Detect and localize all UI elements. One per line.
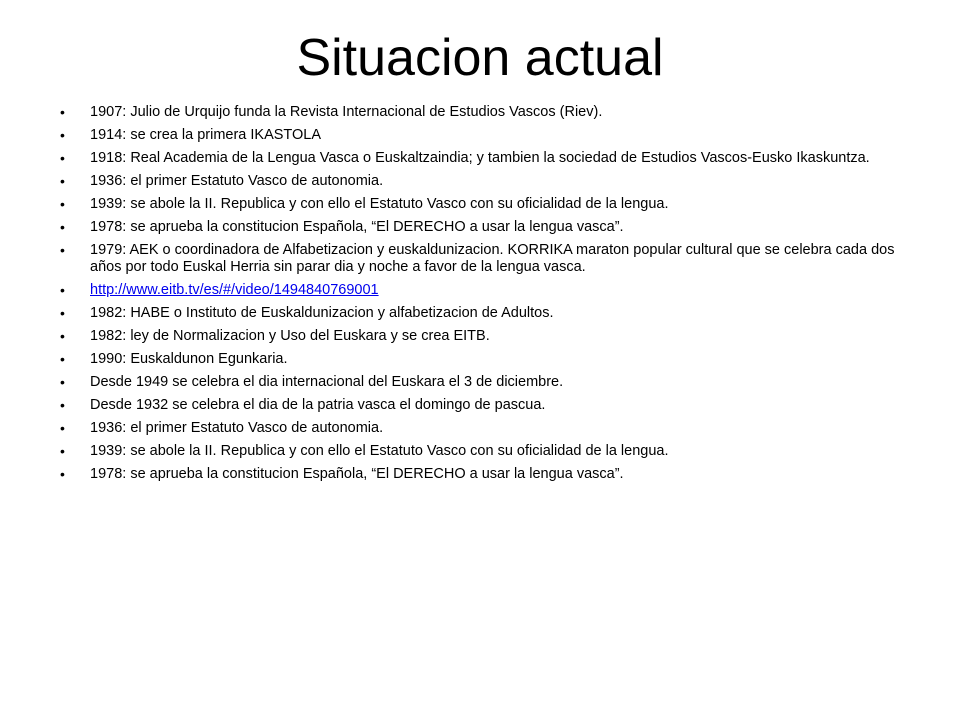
bullet-icon: • xyxy=(60,305,65,321)
bullet-text: Desde 1932 se celebra el dia de la patria vasca el domingo de pascua. xyxy=(90,397,546,413)
bullet-icon: • xyxy=(60,282,65,298)
bullet-icon: • xyxy=(60,173,65,189)
bullet-icon: • xyxy=(60,242,65,258)
bullet-icon: • xyxy=(60,420,65,436)
bullet-icon: • xyxy=(60,397,65,413)
bullet-icon: • xyxy=(60,443,65,459)
bullet-icon: • xyxy=(60,127,65,143)
list-item xyxy=(60,173,910,190)
list-item xyxy=(60,150,910,167)
bullet-text: 1979: AEK o coordinadora de Alfabetizacion y euskaldunizacion. KORRIKA maraton popular cultural que se celebra cada dos años por todo Euskal Herria sin parar dia y noche a favor de la lengua vasca. xyxy=(90,242,895,275)
bullet-text: 1990: Euskaldunon Egunkaria. xyxy=(90,351,288,367)
bullet-text: 1939: se abole la II. Republica y con ello el Estatuto Vasco con su oficialidad de la lengua. xyxy=(90,443,669,459)
list-item xyxy=(60,351,910,368)
bullet-text: 1978: se aprueba la constitucion Española, “El DERECHO a usar la lengua vasca”. xyxy=(90,466,624,482)
slide-title: Situacion actual xyxy=(296,29,664,87)
video-link[interactable]: http://www.eitb.tv/es/#/video/1494840769001 xyxy=(90,282,379,298)
list-item xyxy=(60,219,910,236)
list-item xyxy=(60,242,910,276)
bullet-text: 1939: se abole la II. Republica y con ello el Estatuto Vasco con su oficialidad de la lengua. xyxy=(90,196,669,212)
bullet-text: 1982: HABE o Instituto de Euskaldunizacion y alfabetizacion de Adultos. xyxy=(90,305,554,321)
list-item xyxy=(60,305,910,322)
list-item[interactable] xyxy=(60,282,910,299)
bullet-text: 1907: Julio de Urquijo funda la Revista Internacional de Estudios Vascos (Riev). xyxy=(90,104,603,120)
list-item xyxy=(60,196,910,213)
bullet-text: Desde 1949 se celebra el dia internacional del Euskara el 3 de diciembre. xyxy=(90,374,564,390)
list-item xyxy=(60,127,910,144)
list-item xyxy=(60,420,910,437)
bullet-icon: • xyxy=(60,196,65,212)
bullet-icon: • xyxy=(60,328,65,344)
bullet-icon: • xyxy=(60,150,65,166)
bullet-text: 1914: se crea la primera IKASTOLA xyxy=(90,127,322,143)
bullet-icon: • xyxy=(60,104,65,120)
bullet-icon: • xyxy=(60,351,65,367)
bullet-text: 1936: el primer Estatuto Vasco de autonomia. xyxy=(90,420,384,436)
bullet-text: 1918: Real Academia de la Lengua Vasca o Euskaltzaindia; y tambien la sociedad de Estudios Vascos-Eusko Ikaskuntza. xyxy=(90,150,870,166)
bullet-list xyxy=(60,104,910,489)
list-item xyxy=(60,374,910,391)
bullet-icon: • xyxy=(60,374,65,390)
list-item xyxy=(60,104,910,121)
bullet-text: 1978: se aprueba la constitucion Española, “El DERECHO a usar la lengua vasca”. xyxy=(90,219,624,235)
bullet-icon: • xyxy=(60,219,65,235)
bullet-icon: • xyxy=(60,466,65,482)
list-item xyxy=(60,397,910,414)
bullet-text: 1936: el primer Estatuto Vasco de autonomia. xyxy=(90,173,384,189)
list-item xyxy=(60,466,910,483)
bullet-text: 1982: ley de Normalizacion y Uso del Euskara y se crea EITB. xyxy=(90,328,490,344)
list-item xyxy=(60,328,910,345)
list-item xyxy=(60,443,910,460)
